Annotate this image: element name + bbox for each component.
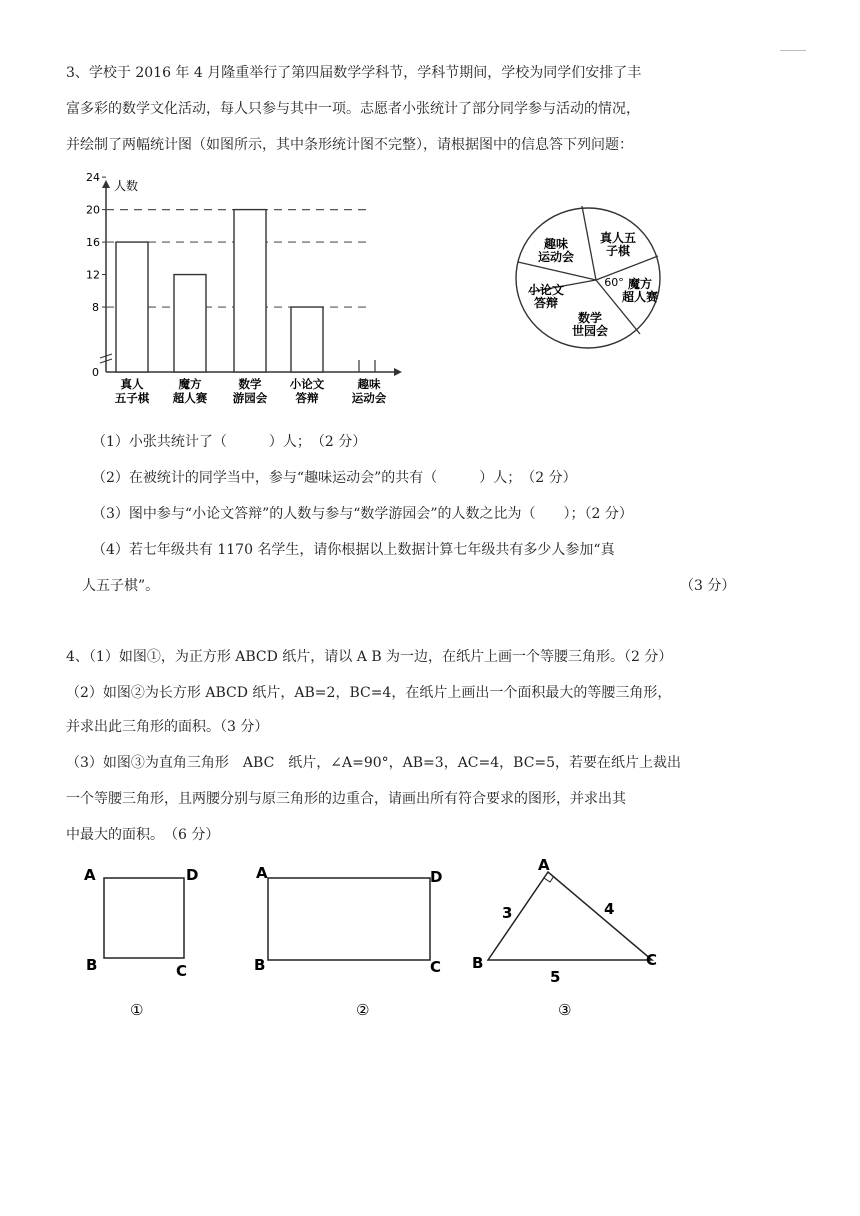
fig2-label-a: A	[256, 864, 268, 882]
y-tick-label: 20	[86, 203, 100, 217]
problem-4-line-1: 4、（1）如图①，为正方形 ABCD 纸片，请以 A B 为一边，在纸片上画一个等腰三角形。（2 分）	[66, 649, 673, 665]
y-tick-label: 16	[86, 236, 100, 250]
question-3-1: （1）小张共统计了（ ）人； （2 分）	[92, 434, 367, 450]
question-3-3: （3）图中参与“小论文答辩”的人数与参与“数学游园会”的人数之比为（ ）；（2 分）	[92, 506, 633, 522]
fig1-label-d: D	[186, 866, 199, 884]
y-axis-arrow	[102, 180, 110, 188]
triangle-outline	[488, 872, 652, 960]
problem-4-line-5: 一个等腰三角形，且两腰分别与原三角形的边重合，请画出所有符合要求的图形，并求出其	[66, 791, 626, 807]
problem-3-intro-line-2: 富多彩的数学文化活动，每人只参与其中一项。志愿者小张统计了部分同学参与活动的情况，	[66, 101, 640, 117]
bar	[234, 210, 266, 372]
problem-4-line-4: （3）如图③为直角三角形 ABC 纸片，∠A=90°，AB=3，AC=4，BC=5，若要在纸片上裁出	[66, 755, 682, 771]
fig2-label-c: C	[430, 958, 442, 976]
pie-slice-label: 数学	[577, 311, 603, 325]
pie-slice-label: 超人赛	[621, 290, 659, 304]
bar	[174, 275, 206, 372]
pie-slice-label: 答辩	[533, 296, 559, 310]
figure-3-triangle	[466, 852, 676, 1022]
bar	[291, 307, 323, 372]
x-tick-label: 魔方	[178, 377, 202, 391]
y-axis-label: 人数	[114, 179, 139, 193]
corner-mark	[780, 50, 806, 51]
x-tick-label: 答辩	[295, 391, 319, 405]
pie-angle-label: 60°	[604, 276, 624, 289]
problem-4-line-6: 中最大的面积。 （6 分）	[66, 827, 220, 843]
fig2-caption: ②	[356, 1001, 370, 1019]
x-tick-label: 趣味	[357, 377, 381, 391]
x-axis-arrow	[394, 368, 402, 376]
fig2-label-d: D	[430, 868, 443, 886]
question-3-4-line-1: （4）若七年级共有 1170 名学生，请你根据以上数据计算七年级共有多少人参加“真	[92, 542, 615, 558]
problem-4-line-3: 并求出此三角形的面积。（3 分）	[66, 719, 269, 735]
fig1-caption: ①	[130, 1001, 144, 1019]
figure-2-rectangle	[246, 860, 456, 1020]
question-3-4-line-2: 人五子棋”。	[82, 578, 160, 594]
fig1-label-a: A	[84, 866, 96, 884]
fig3-label-a: A	[538, 856, 550, 874]
problem-3-intro-line-3: 并绘制了两幅统计图（如图所示，其中条形统计图不完整），请根据图中的信息答下列问题：	[66, 137, 633, 153]
question-3-2: （2）在被统计的同学当中，参与“趣味运动会”的共有（ ）人； （2 分）	[92, 470, 577, 486]
x-tick-label: 超人赛	[172, 391, 208, 405]
bar-chart	[84, 172, 414, 408]
bar	[116, 242, 148, 372]
y-tick-label: 24	[86, 172, 100, 185]
x-tick-label: 五子棋	[114, 391, 150, 405]
fig1-label-c: C	[176, 962, 188, 980]
fig2-label-b: B	[254, 956, 266, 974]
y-tick-label: 12	[86, 268, 100, 282]
fig3-caption: ③	[558, 1001, 572, 1019]
figure-1-square	[76, 860, 216, 1020]
pie-slice-label: 真人五	[599, 231, 637, 245]
pie-chart	[510, 198, 680, 358]
x-tick-label: 真人	[120, 377, 144, 391]
x-tick-label: 游园会	[232, 391, 268, 405]
fig1-label-b: B	[86, 956, 98, 974]
fig3-label-b: B	[472, 954, 484, 972]
pie-slice-label: 子棋	[605, 244, 631, 258]
question-3-4-points: （3 分）	[680, 578, 736, 594]
square-outline	[104, 878, 184, 958]
fig3-label-c: C	[646, 951, 658, 969]
x-tick-label: 小论文	[289, 377, 325, 391]
fig3-side-bc: 5	[550, 968, 561, 986]
problem-3-intro-line-1: 3、学校于 2016 年 4 月隆重举行了第四届数学学科节，学科节期间，学校为同学们安排了丰	[66, 65, 642, 81]
fig3-side-ab: 3	[502, 904, 513, 922]
rectangle-outline	[268, 878, 430, 960]
pie-slice-label: 小论文	[527, 283, 565, 297]
pie-slice-label: 世园会	[571, 324, 609, 338]
pie-slice-label: 趣味	[543, 237, 569, 251]
x-tick-label: 数学	[238, 377, 262, 391]
pie-slice-label: 魔方	[627, 277, 653, 291]
problem-4-line-2: （2）如图②为长方形 ABCD 纸片，AB=2，BC=4，在纸片上画出一个面积最大的等腰三角形，	[66, 685, 672, 701]
x-tick-label: 运动会	[351, 391, 387, 405]
y-tick-label: 0	[92, 366, 99, 379]
pie-slice-label: 运动会	[537, 250, 575, 264]
y-tick-label: 8	[92, 301, 99, 315]
fig3-side-ac: 4	[604, 900, 615, 918]
